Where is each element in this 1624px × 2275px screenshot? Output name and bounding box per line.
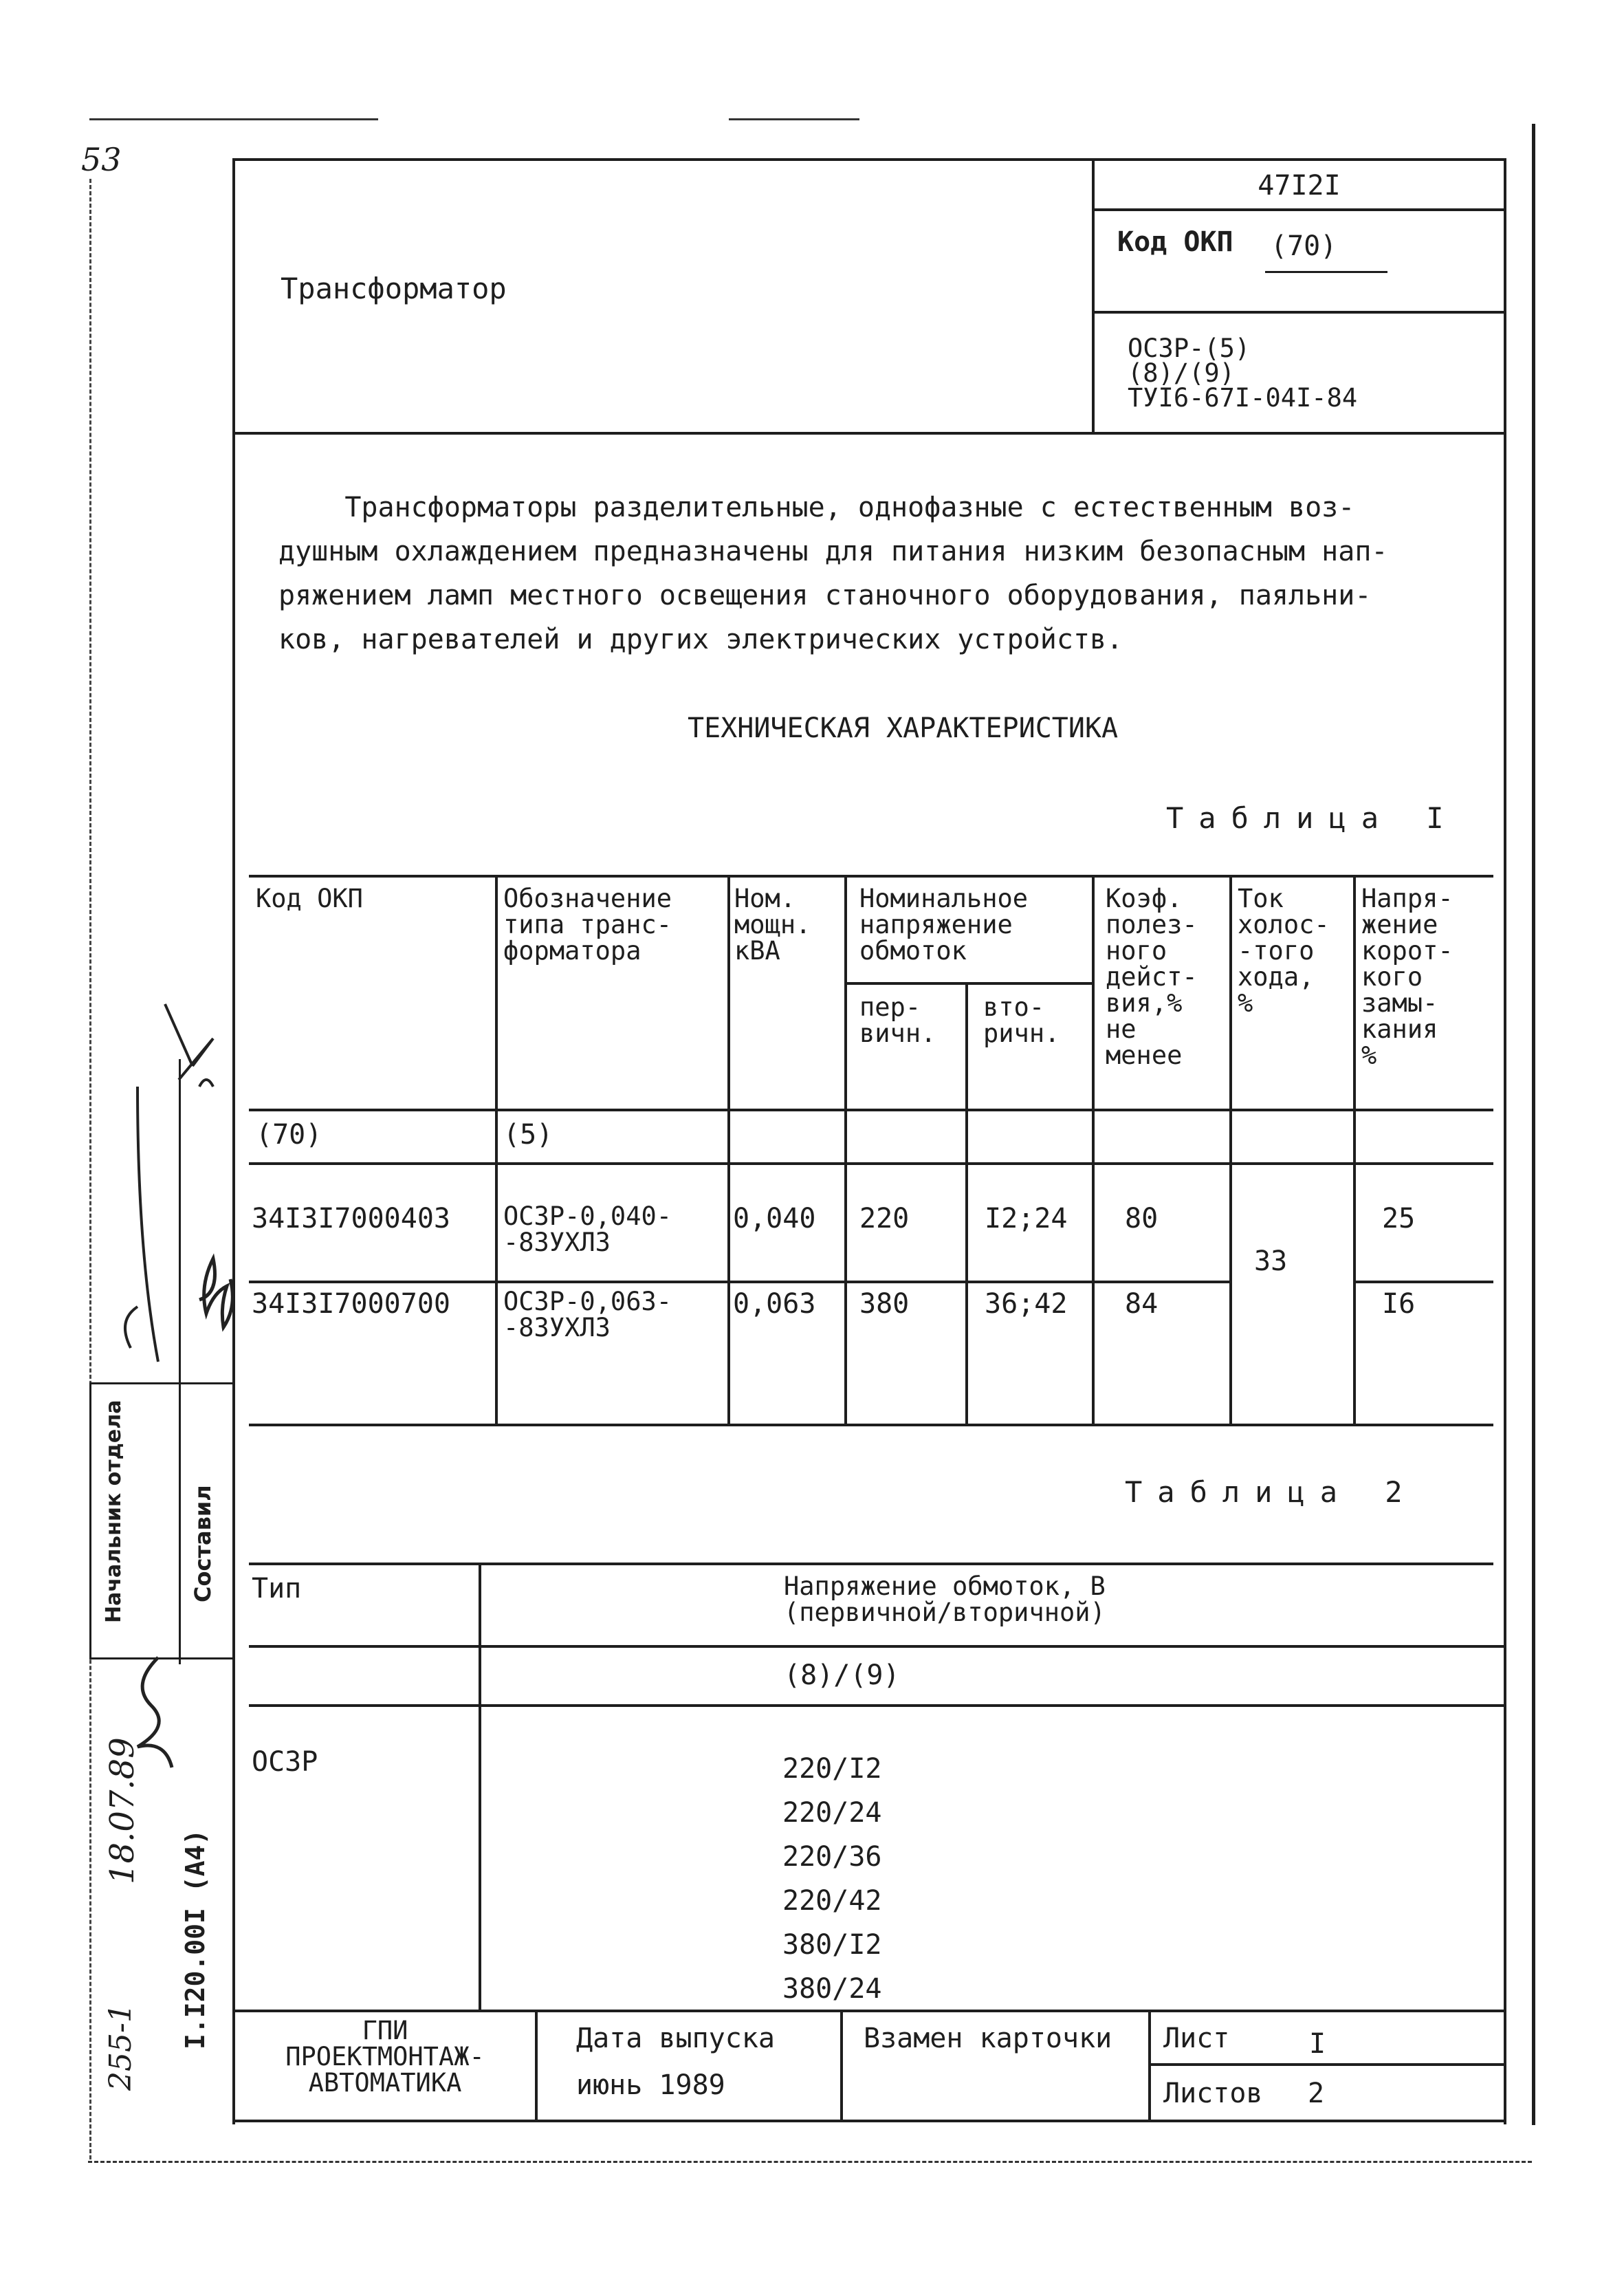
t1-header-eff-line: вия,% [1106, 988, 1183, 1018]
t2-header-type: Тип [252, 1573, 302, 1604]
t1-header-power [734, 886, 811, 964]
sidebar-line [89, 1382, 91, 1657]
description-line: ряжением ламп местного освещения станочного оборудования, паяльни- [278, 580, 1372, 611]
t1-header-idle-line: хода, [1238, 962, 1315, 992]
t1-col [495, 875, 498, 1425]
footer-release-value: июнь 1989 [576, 2069, 725, 2101]
section-title: ТЕХНИЧЕСКАЯ ХАРАКТЕРИСТИКА [688, 712, 1119, 744]
t1-header-idle-line: Ток [1238, 884, 1284, 913]
t1-row1-secondary: I2;24 [985, 1203, 1068, 1234]
top-rule-left [89, 118, 378, 120]
date-signature-icon [117, 1651, 186, 1788]
t1-header-secondary-line: ричн. [983, 1019, 1060, 1048]
footer-top [232, 2010, 1506, 2012]
description-line: душным охлаждением предназначены для питания низким безопасным нап- [278, 536, 1388, 567]
footer-replace-label: Взамен карточки [864, 2023, 1112, 2054]
t1-row2-secondary: 36;42 [985, 1288, 1068, 1320]
t1-header-type-line: Обозначение [503, 884, 672, 913]
t1-header-type-line: типа транс- [503, 910, 672, 939]
t1-col [844, 875, 847, 1425]
t2-code-row: (8)/(9) [784, 1659, 900, 1691]
footer-release-label: Дата выпуска [576, 2023, 775, 2054]
t1-row1-primary: 220 [859, 1203, 910, 1234]
t1-sub [846, 982, 1093, 985]
footer-col [840, 2010, 843, 2122]
t2-head-bottom [249, 1645, 1506, 1648]
t1-header-eff-line: не [1106, 1014, 1137, 1044]
footer-org-line: ПРОЕКТМОНТАЖ- [285, 2042, 485, 2071]
t1-header-primary-line: пер- [859, 992, 921, 1022]
t1-header-sc-line: кого [1361, 962, 1423, 992]
t2-voltage-item: 220/36 [782, 1841, 882, 1873]
t1-code-row-type: (5) [503, 1119, 553, 1151]
sidebar-head-label: Начальник отдела [102, 1400, 126, 1623]
footer-org-line: АВТОМАТИКА [308, 2068, 462, 2098]
t1-row1-type-line: -83УХЛЗ [503, 1228, 611, 1257]
designation-line-1: ОСЗР-(5) [1128, 334, 1251, 363]
sidebar-composed-label: Составил [190, 1485, 216, 1602]
t2-header-voltage-line: Напряжение обмоток, В [784, 1571, 1106, 1601]
t2-voltage-item: 220/24 [782, 1797, 882, 1829]
header-line-2 [1092, 311, 1506, 314]
designation-line-2: (8)/(9) [1128, 358, 1235, 388]
signature-squiggle-icon [96, 977, 234, 1389]
t1-header-voltage-line: обмоток [859, 936, 967, 966]
t1-header-code: Код ОКП [256, 884, 363, 913]
description-line: ков, нагревателей и других электрических устройств. [278, 624, 1123, 655]
t1-row1-power: 0,040 [733, 1203, 816, 1234]
product-name: Трансформатор [281, 272, 507, 305]
header-code: 47I2I [1258, 170, 1341, 202]
t1-header-eff-line: менее [1106, 1041, 1183, 1070]
t2-row-type: ОСЗР [252, 1746, 318, 1778]
t1-row2-power: 0,063 [733, 1288, 816, 1320]
frame-right [1504, 160, 1506, 2124]
t2-code-bottom [249, 1704, 1506, 1707]
footer-sheet-value: I [1309, 2028, 1326, 2060]
t1-row2-code: 34I3I7000700 [252, 1288, 450, 1320]
t1-bottom [249, 1424, 1493, 1426]
t2-col [479, 1563, 481, 2011]
t1-header-sc-line: Напря- [1361, 884, 1453, 913]
sidebar-form-code: I.I20.00I (А4) [180, 1829, 210, 2049]
t1-header-efficiency [1106, 886, 1198, 1069]
t1-header-idle-line: -того [1238, 936, 1315, 966]
t1-col [1229, 875, 1232, 1425]
t2-header-voltage-line: (первичной/вторичной) [784, 1598, 1106, 1627]
t1-head-bottom [249, 1109, 1493, 1111]
t1-row2-short-circuit: I6 [1382, 1288, 1416, 1320]
sidebar-stamp-number: 255-1 [103, 2003, 138, 2091]
t1-row1-short-circuit: 25 [1382, 1203, 1416, 1234]
description [278, 486, 1388, 662]
t1-header-type-line: форматора [503, 936, 641, 966]
t1-header-primary-line: вичн. [859, 1019, 936, 1048]
t1-header-eff-line: полез- [1106, 910, 1198, 939]
t1-header-sc-line: корот- [1361, 936, 1453, 966]
footer-bottom [232, 2120, 1506, 2122]
t1-header-secondary [983, 994, 1060, 1047]
page-right-edge [1532, 124, 1535, 2125]
t1-header-idle [1238, 886, 1330, 1016]
t1-header-idle-line: холос- [1238, 910, 1330, 939]
sidebar-date: 18.07.89 [103, 1737, 142, 1884]
header-bottom [232, 432, 1506, 435]
t1-header-idle-line: % [1238, 988, 1253, 1018]
left-dashed-border [89, 179, 91, 2159]
t1-row2-type-line: ОСЗР-0,063- [503, 1287, 672, 1316]
t1-header-eff-line: Коэф. [1106, 884, 1183, 913]
t2-voltages [782, 1747, 882, 2011]
t1-header-voltage-line: Номинальное [859, 884, 1029, 913]
t1-row2-primary: 380 [859, 1288, 910, 1320]
t1-header-sc-line: кания [1361, 1014, 1438, 1044]
t1-col [1353, 875, 1356, 1425]
t2-voltage-item: 220/I2 [782, 1753, 882, 1785]
t1-header-eff-line: ного [1106, 936, 1167, 966]
t1-header-voltage-line: напряжение [859, 910, 1013, 939]
t1-idle-current-merged: 33 [1254, 1245, 1288, 1277]
t2-voltage-item: 220/42 [782, 1885, 882, 1917]
t1-row1-type-line: ОСЗР-0,040- [503, 1201, 672, 1231]
header-line-1 [1092, 208, 1506, 211]
okp-value: (70) [1271, 230, 1337, 262]
footer-sheets-value: 2 [1308, 2078, 1325, 2109]
t1-col [1092, 875, 1095, 1425]
top-rule-right [729, 118, 859, 120]
t1-header-sc-line: замы- [1361, 988, 1438, 1018]
footer-sheet-label: Лист [1163, 2023, 1230, 2054]
t1-header-power-line: Ном. [734, 884, 796, 913]
t1-header-sc-line: жение [1361, 910, 1438, 939]
frame-top [232, 158, 1506, 161]
t1-col [727, 875, 730, 1425]
page-number: 53 [81, 141, 122, 178]
t1-header-primary [859, 994, 936, 1047]
footer-col [535, 2010, 538, 2122]
t1-row2-efficiency: 84 [1125, 1288, 1159, 1320]
footer-sheet-split [1148, 2063, 1506, 2066]
footer-org-line: ГПИ [362, 2016, 408, 2045]
designation-line-3: ТУI6-67I-04I-84 [1128, 383, 1358, 413]
t1-header-power-line: кВА [734, 936, 780, 966]
table2-caption: Таблица 2 [1125, 1475, 1418, 1509]
t1-row1-code: 34I3I7000403 [252, 1203, 450, 1234]
t2-top [249, 1563, 1493, 1565]
t1-col [965, 983, 968, 1425]
header-divider [1092, 160, 1095, 435]
okp-label: Код ОКП [1117, 226, 1233, 258]
table1-caption: Таблица I [1166, 801, 1459, 835]
okp-underline [1265, 271, 1387, 273]
t1-row1-efficiency: 80 [1125, 1203, 1159, 1234]
t1-header-voltage [859, 886, 1028, 964]
bottom-dashed-border [88, 2161, 1532, 2163]
t1-code-bottom [249, 1162, 1493, 1165]
t1-row-split-sc [1354, 1281, 1493, 1283]
footer-col [1148, 2010, 1151, 2122]
t1-header-sc-line: % [1361, 1041, 1377, 1070]
t2-voltage-item: 380/24 [782, 1973, 882, 2005]
footer-sheets-label: Листов [1163, 2078, 1263, 2109]
t1-header-short-circuit [1361, 886, 1453, 1069]
t1-row2-type-line: -83УХЛЗ [503, 1313, 611, 1342]
t1-top [249, 875, 1493, 878]
t1-header-eff-line: дейст- [1106, 962, 1198, 992]
t1-header-power-line: мощн. [734, 910, 811, 939]
t1-row-split-eff [1093, 1281, 1231, 1283]
description-line: Трансформаторы разделительные, однофазные с естественным воз- [278, 492, 1355, 523]
t1-code-row-code: (70) [256, 1119, 322, 1151]
t1-header-secondary-line: вто- [983, 992, 1045, 1022]
footer-org [235, 2018, 535, 2096]
t2-voltage-item: 380/I2 [782, 1929, 882, 1961]
t1-header-type [503, 886, 672, 964]
